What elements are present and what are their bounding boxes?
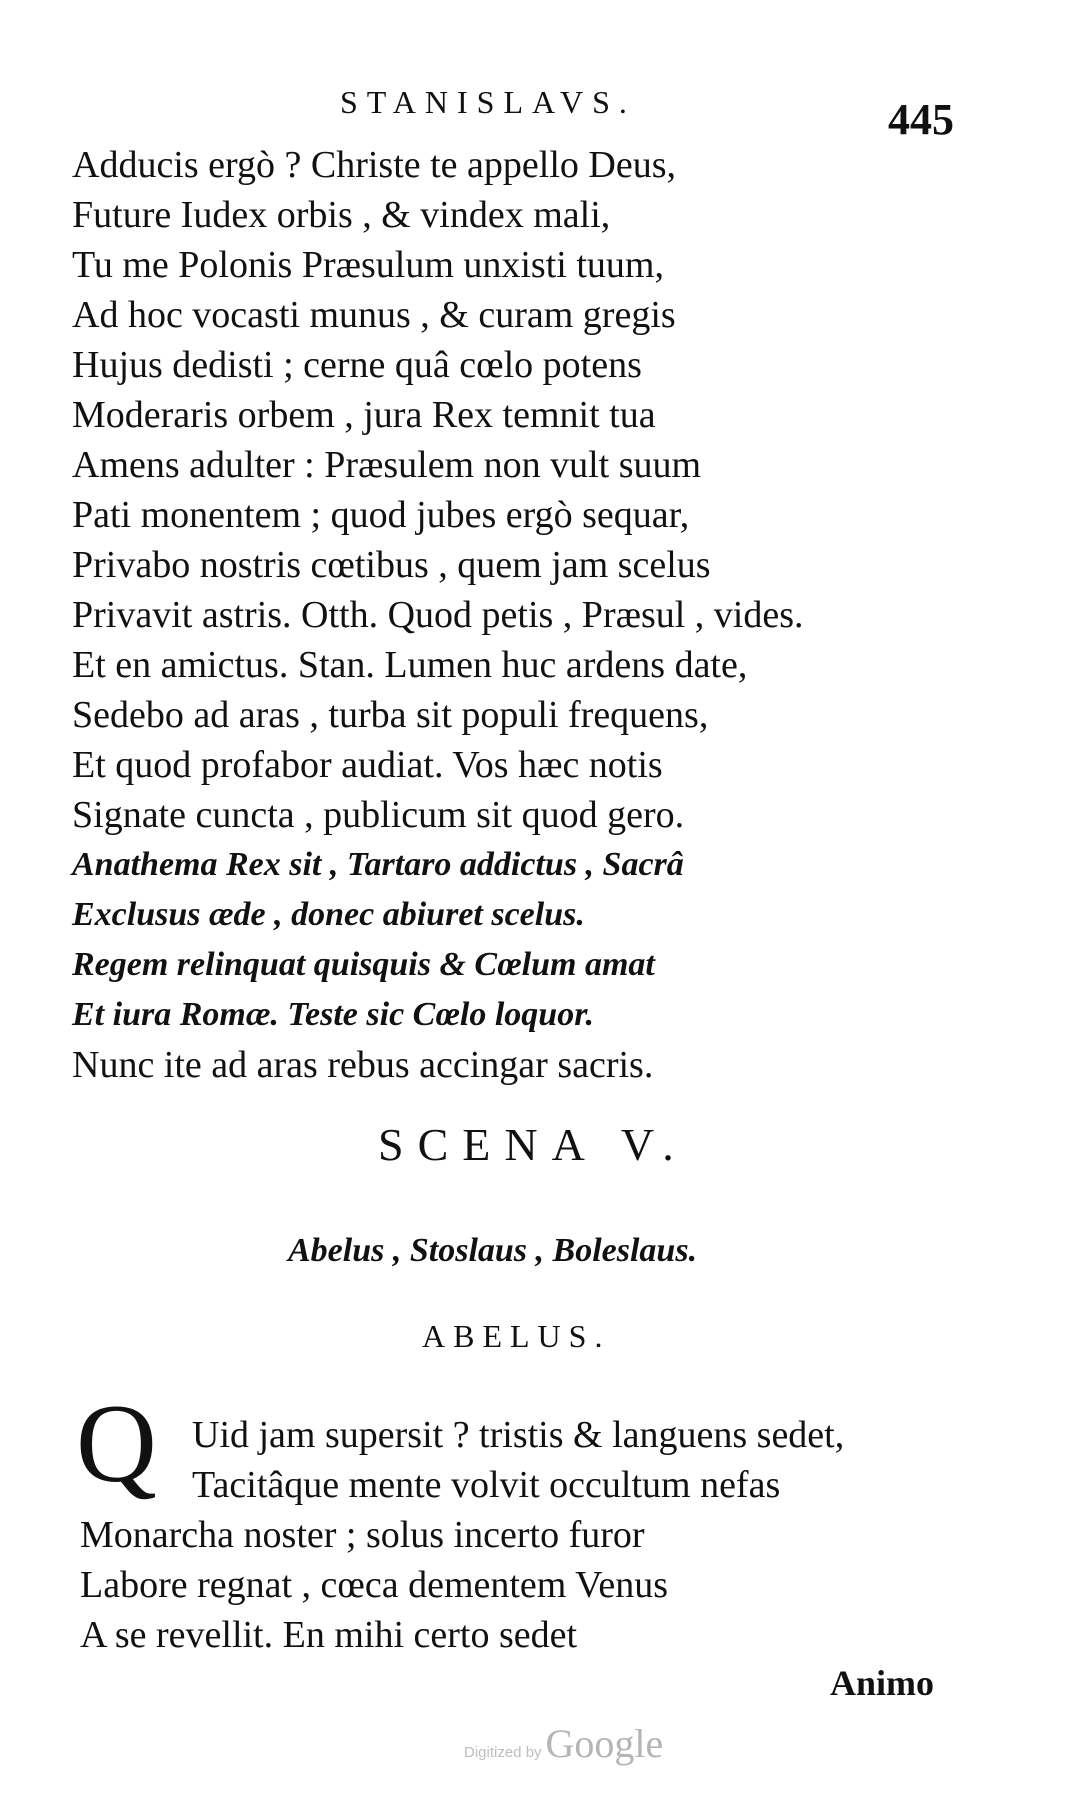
verse-line: Tu me Polonis Præsulum unxisti tuum, — [72, 244, 664, 286]
scene-characters: Abelus , Stoslaus , Boleslaus. — [288, 1232, 698, 1269]
running-head: STANISLAVS. — [340, 84, 636, 120]
verse-line: Et quod profabor audiat. Vos hæc notis — [72, 744, 663, 786]
verse-line: Privabo nostris cœtibus , quem jam scelus — [72, 544, 711, 586]
verse-line: Sedebo ad aras , turba sit populi frequens, — [72, 694, 709, 736]
digitized-by-watermark — [464, 1720, 663, 1767]
verse-line: Privavit astris. Otth. Quod petis , Præsul , vides. — [72, 594, 804, 636]
verse-block-1 — [72, 140, 972, 1090]
verse-line: Future Iudex orbis , & vindex mali, — [72, 194, 611, 236]
digitized-by-text: Digitized by — [464, 1744, 542, 1761]
page-number: 445 — [888, 95, 954, 144]
verse-line: Moderaris orbem , jura Rex temnit tua — [72, 394, 656, 436]
verse-line: Exclusus æde , donec abiuret scelus. — [72, 896, 585, 933]
scene-heading: SCENA V. — [378, 1119, 688, 1170]
verse-line: Uid jam supersit ? tristis & languens sedet, — [192, 1414, 845, 1456]
verse-line: Et en amictus. Stan. Lumen huc ardens date, — [72, 644, 748, 686]
speaker-name: ABELUS. — [422, 1318, 611, 1354]
verse-line: Labore regnat , cœca dementem Venus — [80, 1564, 669, 1606]
verse-line: Adducis ergò ? Christe te appello Deus, — [72, 144, 676, 186]
verse-line: Ad hoc vocasti munus , & curam gregis — [72, 294, 676, 336]
verse-line: Amens adulter : Præsulem non vult suum — [72, 444, 702, 486]
catchword: Animo — [830, 1663, 935, 1703]
verse-line: Regem relinquat quisquis & Cœlum amat — [72, 946, 655, 983]
verse-line: A se revellit. En mihi certo sedet — [80, 1614, 578, 1656]
drop-capital: Q — [76, 1382, 157, 1506]
verse-line: Monarcha noster ; solus incerto furor — [80, 1514, 645, 1556]
verse-line: Signate cuncta , publicum sit quod gero. — [72, 794, 685, 836]
verse-line: Anathema Rex sit , Tartaro addictus , Sacrâ — [72, 846, 684, 883]
google-logo: Google — [545, 1721, 664, 1766]
verse-line: Et iura Romæ. Teste sic Cœlo loquor. — [72, 996, 595, 1033]
verse-block-2 — [0, 1410, 1079, 1660]
verse-line: Hujus dedisti ; cerne quâ cœlo potens — [72, 344, 642, 386]
verse-line: Nunc ite ad aras rebus accingar sacris. — [72, 1044, 654, 1086]
verse-line: Tacitâque mente volvit occultum nefas — [192, 1464, 781, 1506]
verse-line: Pati monentem ; quod jubes ergò sequar, — [72, 494, 690, 536]
